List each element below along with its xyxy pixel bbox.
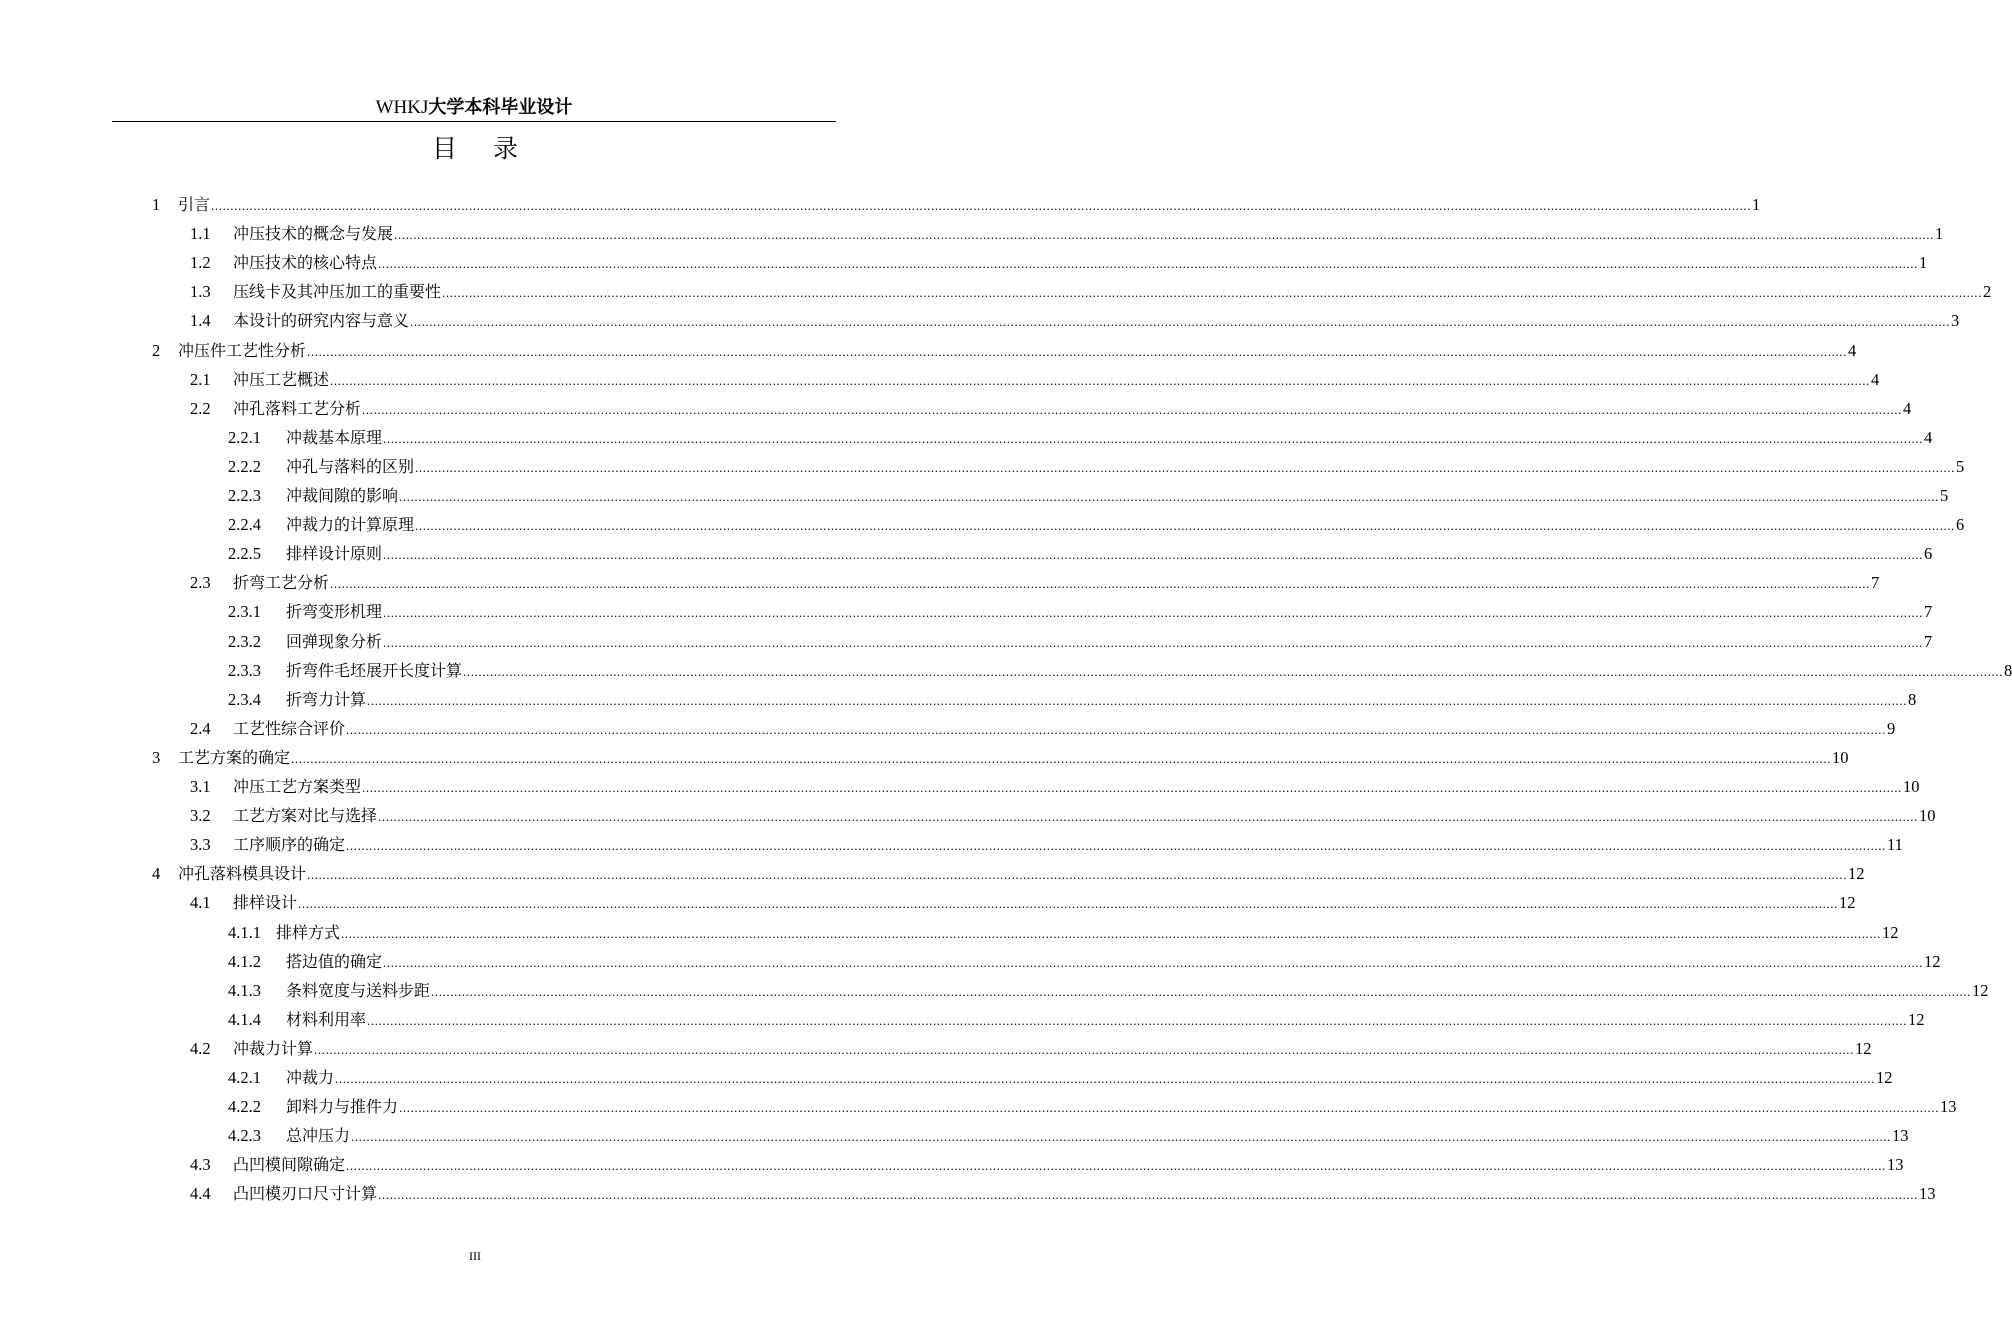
header-divider [112,121,836,122]
toc-entry-number: 4.2.1 [228,1068,261,1087]
toc-entry-title: 冲裁力 [286,1068,335,1087]
toc-entry-page: 12 [1972,980,1989,1000]
toc-entry-title: 压线卡及其冲压加工的重要性 [233,282,442,302]
toc-entry-number: 4.3 [190,1155,211,1175]
toc-entry[interactable] [228,947,1941,976]
toc-entry-page: 12 [1882,922,1899,942]
toc-entry-number: 1 [152,195,161,214]
toc-entry-number: 4.1.2 [228,951,261,971]
toc-entry-title: 本设计的研究内容与意义 [233,311,410,331]
toc-entry[interactable] [190,394,1912,423]
toc-entry-page: 13 [1887,1155,1904,1175]
toc-entry-page: 12 [1855,1038,1872,1058]
toc-entry[interactable] [228,627,1933,656]
toc-entry-title: 冲裁基本原理 [286,427,383,447]
toc-entry-page: 11 [1887,835,1903,855]
toc-entry[interactable] [190,219,1944,248]
toc-entry-page: 8 [2004,660,2012,680]
toc-entry-number: 2.3 [190,573,211,593]
toc-dot-leader: ................................................................................................................................................................................................................................................................................................................................................................................................................ [442,285,1983,301]
toc-dot-leader: ................................................................................................................................................................................................................................................................................................................................................................................................................ [335,1071,1876,1086]
toc-dot-leader: ................................................................................................................................................................................................................................................................................................................................................................................................................ [362,780,1903,795]
toc-entry-title: 冲裁间隙的影响 [286,486,399,505]
toc-entry-title: 总冲压力 [286,1126,351,1146]
toc-entry-page: 4 [1903,398,1912,418]
toc-entry[interactable] [228,423,1933,452]
toc-entry-page: 6 [1924,544,1933,564]
toc-entry-title: 冲裁力计算 [233,1038,314,1058]
toc-dot-leader: ................................................................................................................................................................................................................................................................................................................................................................................................................ [399,1100,1940,1116]
toc-entry[interactable] [228,539,1933,568]
toc-entry-page: 13 [1892,1126,1909,1146]
toc-entry-page: 12 [1839,893,1856,913]
toc-dot-leader: ................................................................................................................................................................................................................................................................................................................................................................................................................ [291,750,1832,766]
toc-entry-page: 10 [1832,747,1849,767]
toc-dot-leader: ................................................................................................................................................................................................................................................................................................................................................................................................................ [431,983,1972,999]
toc-entry-page: 2 [1983,282,1992,302]
toc-entry-page: 4 [1924,427,1933,447]
toc-entry[interactable] [190,277,1992,306]
toc-dot-leader: ................................................................................................................................................................................................................................................................................................................................................................................................................ [314,1041,1855,1057]
page-title: 目 录 [432,134,532,163]
toc-entry[interactable] [152,190,1761,219]
page-header [112,94,836,120]
toc-entry-title: 排样设计原则 [286,544,383,564]
toc-entry[interactable] [228,452,1965,481]
toc-entry-title: 搭边值的确定 [286,951,383,971]
toc-entry-number: 2.3.3 [228,660,261,680]
toc-dot-leader: ................................................................................................................................................................................................................................................................................................................................................................................................................ [307,867,1848,883]
toc-entry-number: 4.2 [190,1038,211,1058]
toc-entry[interactable] [190,568,1880,597]
toc-entry-title: 卸料力与推件力 [286,1097,399,1117]
toc-entry-page: 5 [1956,456,1965,476]
page-number: III [469,1249,481,1263]
toc-dot-leader: ................................................................................................................................................................................................................................................................................................................................................................................................................ [383,605,1924,621]
toc-entry-title: 条料宽度与送料步距 [286,980,431,1000]
toc-entry[interactable] [228,976,1989,1005]
toc-dot-leader: ................................................................................................................................................................................................................................................................................................................................................................................................................ [330,372,1871,388]
toc-entry-number: 4.1.3 [228,980,261,1000]
toc-entry-number: 4.4 [190,1184,211,1204]
toc-dot-leader: ................................................................................................................................................................................................................................................................................................................................................................................................................ [346,1158,1887,1174]
toc-entry[interactable] [190,306,1960,335]
toc-dot-leader: ................................................................................................................................................................................................................................................................................................................................................................................................................ [346,721,1887,737]
toc-entry-number: 1.2 [190,253,211,273]
toc-entry[interactable] [190,772,1920,801]
toc-entry-number: 3.3 [190,835,211,855]
toc-dot-leader: ................................................................................................................................................................................................................................................................................................................................................................................................................ [346,838,1887,854]
toc-entry[interactable] [190,365,1880,394]
toc-dot-leader: ................................................................................................................................................................................................................................................................................................................................................................................................................ [351,1129,1892,1145]
toc-dot-leader: ................................................................................................................................................................................................................................................................................................................................................................................................................ [378,1187,1919,1203]
toc-entry-page: 6 [1956,515,1965,535]
toc-entry-title: 工艺方案对比与选择 [233,806,378,826]
toc-entry-page: 12 [1876,1068,1893,1087]
toc-entry-number: 2.1 [190,369,211,389]
toc-entry-number: 2.3.1 [228,602,261,622]
toc-dot-leader: ................................................................................................................................................................................................................................................................................................................................................................................................................ [367,692,1908,708]
toc-entry[interactable] [190,1179,1936,1208]
toc-entry[interactable] [190,248,1928,277]
toc-entry-number: 3 [152,747,161,767]
toc-dot-leader: ................................................................................................................................................................................................................................................................................................................................................................................................................ [330,576,1871,592]
toc-dot-leader: ................................................................................................................................................................................................................................................................................................................................................................................................................ [362,401,1903,417]
toc-entry-number: 3.1 [190,777,211,796]
toc-entry-number: 2.3.2 [228,631,261,651]
toc-dot-leader: ................................................................................................................................................................................................................................................................................................................................................................................................................ [307,343,1848,359]
toc-entry-number: 2.2.1 [228,427,261,447]
toc-entry-number: 2.2.2 [228,456,261,476]
toc-entry-page: 13 [1919,1184,1936,1204]
toc-entry[interactable] [190,1034,1872,1063]
toc-entry-title: 材料利用率 [286,1009,367,1029]
toc-entry-title: 排样方式 [276,922,341,942]
toc-entry[interactable] [190,888,1856,917]
toc-entry-title: 冲压工艺概述 [233,369,330,389]
toc-entry-page: 3 [1951,311,1960,331]
toc-entry-page: 9 [1887,718,1896,738]
toc-entry-number: 4.1 [190,893,211,913]
toc-dot-leader: ................................................................................................................................................................................................................................................................................................................................................................................................................ [415,459,1956,475]
toc-entry-page: 13 [1940,1097,1957,1117]
toc-entry-title: 工艺方案的确定 [178,747,291,767]
toc-entry-page: 4 [1848,340,1857,360]
toc-dot-leader: ................................................................................................................................................................................................................................................................................................................................................................................................................ [383,430,1924,446]
toc-entry[interactable] [152,336,1857,365]
toc-entry-title: 回弹现象分析 [286,631,383,651]
toc-entry-title: 凸凹模刃口尺寸计算 [233,1184,378,1204]
toc-entry-title: 工艺性综合评价 [233,718,346,738]
toc-entry[interactable] [190,801,1936,830]
toc-entry-title: 冲孔落料模具设计 [178,864,307,884]
toc-entry[interactable] [228,510,1965,539]
toc-entry-page: 7 [1924,602,1933,622]
toc-entry[interactable] [228,918,1899,947]
toc-entry-title: 折弯工艺分析 [233,573,330,593]
toc-entry-page: 1 [1935,224,1944,244]
toc-entry-title: 凸凹模间隙确定 [233,1155,346,1175]
toc-entry[interactable] [152,859,1865,888]
toc-entry-page: 8 [1908,689,1917,709]
toc-dot-leader: ................................................................................................................................................................................................................................................................................................................................................................................................................ [298,896,1839,912]
toc-entry-number: 2.2 [190,398,211,418]
toc-dot-leader: ................................................................................................................................................................................................................................................................................................................................................................................................................ [463,663,2004,679]
toc-entry-title: 冲压技术的概念与发展 [233,224,394,244]
toc-dot-leader: ................................................................................................................................................................................................................................................................................................................................................................................................................ [341,925,1882,941]
toc-entry[interactable] [228,597,1933,626]
toc-entry-page: 7 [1924,631,1933,651]
toc-entry-number: 2 [152,340,161,360]
toc-dot-leader: ................................................................................................................................................................................................................................................................................................................................................................................................................ [378,256,1919,272]
toc-entry[interactable] [190,830,1903,859]
toc-dot-leader: ................................................................................................................................................................................................................................................................................................................................................................................................................ [383,634,1924,650]
toc-entry-title: 冲孔落料工艺分析 [233,398,362,418]
toc-entry[interactable] [228,481,1949,510]
toc-entry-page: 1 [1752,195,1761,214]
toc-entry[interactable] [190,714,1896,743]
toc-entry-number: 4.1.1 [228,922,261,942]
toc-entry-page: 12 [1924,951,1941,971]
toc-entry-number: 4.2.2 [228,1097,261,1117]
toc-entry-number: 4.2.3 [228,1126,261,1146]
toc-entry-page: 7 [1871,573,1880,593]
toc-dot-leader: ................................................................................................................................................................................................................................................................................................................................................................................................................ [367,1012,1908,1028]
toc-entry-number: 3.2 [190,806,211,826]
toc-dot-leader: ................................................................................................................................................................................................................................................................................................................................................................................................................ [399,489,1940,504]
toc-entry[interactable] [228,656,2012,685]
toc-dot-leader: ................................................................................................................................................................................................................................................................................................................................................................................................................ [383,954,1924,970]
toc-entry-page: 4 [1871,369,1880,389]
toc-entry-number: 4 [152,864,161,884]
toc-entry-title: 冲压工艺方案类型 [233,777,362,796]
toc-entry-title: 排样设计 [233,893,298,913]
toc-entry-title: 冲压件工艺性分析 [178,340,307,360]
toc-entry[interactable] [228,1005,1925,1034]
toc-dot-leader: ................................................................................................................................................................................................................................................................................................................................................................................................................ [415,518,1956,534]
toc-dot-leader: ................................................................................................................................................................................................................................................................................................................................................................................................................ [378,809,1919,825]
toc-entry-number: 2.4 [190,718,211,738]
toc-entry-number: 4.1.4 [228,1009,261,1029]
toc-dot-leader: ................................................................................................................................................................................................................................................................................................................................................................................................................ [383,547,1924,563]
toc-entry-title: 工序顺序的确定 [233,835,346,855]
toc-entry-page: 10 [1903,777,1920,796]
toc-entry-title: 冲孔与落料的区别 [286,456,415,476]
toc-entry-number: 2.2.4 [228,515,261,535]
toc-entry-title: 引言 [178,195,211,214]
toc-entry-page: 12 [1908,1009,1925,1029]
toc-dot-leader: ................................................................................................................................................................................................................................................................................................................................................................................................................ [394,227,1935,243]
toc-entry-title: 折弯力计算 [286,689,367,709]
toc-entry[interactable] [228,1063,1893,1092]
toc-entry-page: 1 [1919,253,1928,273]
toc-entry-page: 5 [1940,486,1949,505]
toc-entry-title: 折弯件毛坯展开长度计算 [286,660,463,680]
header-title: 大学本科毕业设计 [428,97,573,118]
toc-entry-number: 2.2.3 [228,486,261,505]
toc-entry[interactable] [152,743,1849,772]
toc-entry-number: 1.4 [190,311,211,331]
toc-entry-number: 2.2.5 [228,544,261,564]
toc-entry-title: 冲裁力的计算原理 [286,515,415,535]
toc-entry-number: 2.3.4 [228,689,261,709]
toc-entry-page: 10 [1919,806,1936,826]
toc-entry-title: 折弯变形机理 [286,602,383,622]
toc-entry-page: 12 [1848,864,1865,884]
toc-dot-leader: ................................................................................................................................................................................................................................................................................................................................................................................................................ [211,198,1752,213]
toc-dot-leader: ................................................................................................................................................................................................................................................................................................................................................................................................................ [410,314,1951,330]
toc-entry-number: 1.3 [190,282,211,302]
toc-entry[interactable] [228,1092,1957,1121]
header-school-code: WHKJ [375,97,429,118]
toc-entry[interactable] [228,685,1917,714]
toc-entry[interactable] [190,1150,1904,1179]
toc-entry-title: 冲压技术的核心特点 [233,253,378,273]
toc-entry-number: 1.1 [190,224,211,244]
toc-entry[interactable] [228,1121,1909,1150]
